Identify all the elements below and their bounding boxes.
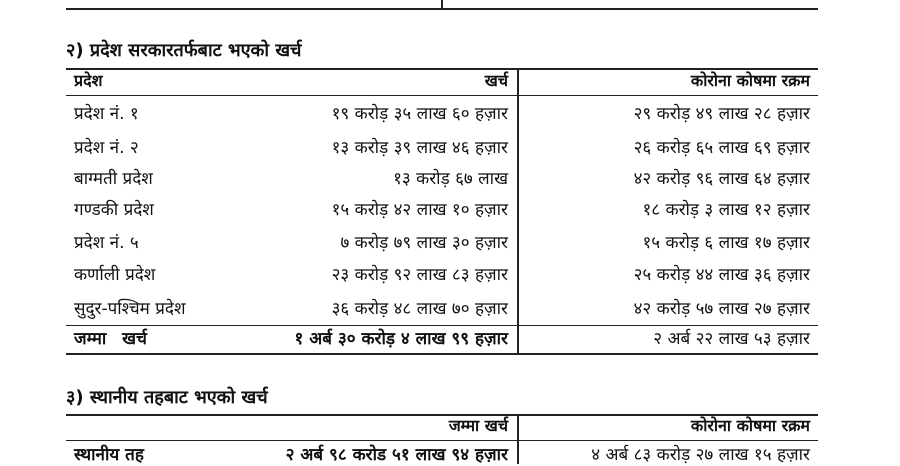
section2-heading: २) प्रदेश सरकारतर्फबाट भएको खर्च xyxy=(66,40,302,61)
column-header-corona-fund: कोरोना कोषमा रक्रम xyxy=(690,71,810,90)
local-level-expense: २ अर्ब ९८ करोड ५१ लाख ९४ हज़ार xyxy=(285,445,508,465)
province-expense: १५ करोड़ ४२ लाख १० हज़ार xyxy=(331,200,508,220)
province-expense: ७ करोड़ ७९ लाख ३० हज़ार xyxy=(340,233,508,253)
top-table-divider xyxy=(441,0,443,9)
section2-bottom-rule xyxy=(66,353,818,355)
province-name: बाग्मती प्रदेश xyxy=(74,169,153,189)
local-level-fund: ४ अर्ब ८३ करोड़ २७ लाख १५ हज़ार xyxy=(591,445,810,465)
total-label: जम्मा खर्च xyxy=(74,329,147,349)
province-name: सुदुर-पश्चिम प्रदेश xyxy=(74,299,186,319)
province-name: गण्डकी प्रदेश xyxy=(74,200,154,220)
section2-header-rule xyxy=(66,95,818,96)
province-name: प्रदेश नं. १ xyxy=(74,104,139,124)
column-header-expense: खर्च xyxy=(484,71,508,90)
column-header-province: प्रदेश xyxy=(74,71,103,90)
province-name: प्रदेश नं. ५ xyxy=(74,233,139,253)
section2-total-rule xyxy=(66,325,818,326)
province-expense: १९ करोड़ ३५ लाख ६० हज़ार xyxy=(331,104,508,124)
column-header-corona-fund: कोरोना कोषमा रक्रम xyxy=(690,416,810,435)
province-name: कर्णाली प्रदेश xyxy=(74,265,156,285)
province-fund: २९ करोड़ ४९ लाख २८ हज़ार xyxy=(633,104,810,124)
province-name: प्रदेश नं. २ xyxy=(74,138,139,158)
province-expense: १३ करोड़ ६७ लाख xyxy=(393,169,508,189)
column-header-total-expense: जम्मा खर्च xyxy=(448,416,508,435)
total-fund: २ अर्ब २२ लाख ५३ हज़ार xyxy=(653,329,810,349)
province-expense: ३६ करोड़ ४८ लाख ७० हज़ार xyxy=(331,299,508,319)
province-fund: १५ करोड़ ६ लाख १७ हज़ार xyxy=(642,233,810,253)
section3-header-rule xyxy=(66,440,818,441)
province-fund: ४२ करोड़ ५७ लाख २७ हज़ार xyxy=(633,299,810,319)
province-fund: ४२ करोड़ ९६ लाख ६४ हज़ार xyxy=(633,169,810,189)
local-level-name: स्थानीय तह xyxy=(74,445,144,465)
total-expense: १ अर्ब ३० करोड़ ४ लाख ९९ हज़ार xyxy=(294,329,508,349)
province-fund: १८ करोड़ ३ लाख १२ हज़ार xyxy=(642,200,810,220)
province-fund: २६ करोड़ ६५ लाख ६९ हज़ार xyxy=(633,138,810,158)
province-expense: २३ करोड़ ९२ लाख ८३ हज़ार xyxy=(331,265,508,285)
section3-heading: ३) स्थानीय तहबाट भएको खर्च xyxy=(66,387,268,408)
section3-column-divider xyxy=(517,414,519,464)
province-fund: २५ करोड़ ४४ लाख ३६ हज़ार xyxy=(633,265,810,285)
province-expense: १३ करोड़ ३९ लाख ४६ हज़ार xyxy=(331,138,508,158)
section2-column-divider xyxy=(517,68,519,354)
